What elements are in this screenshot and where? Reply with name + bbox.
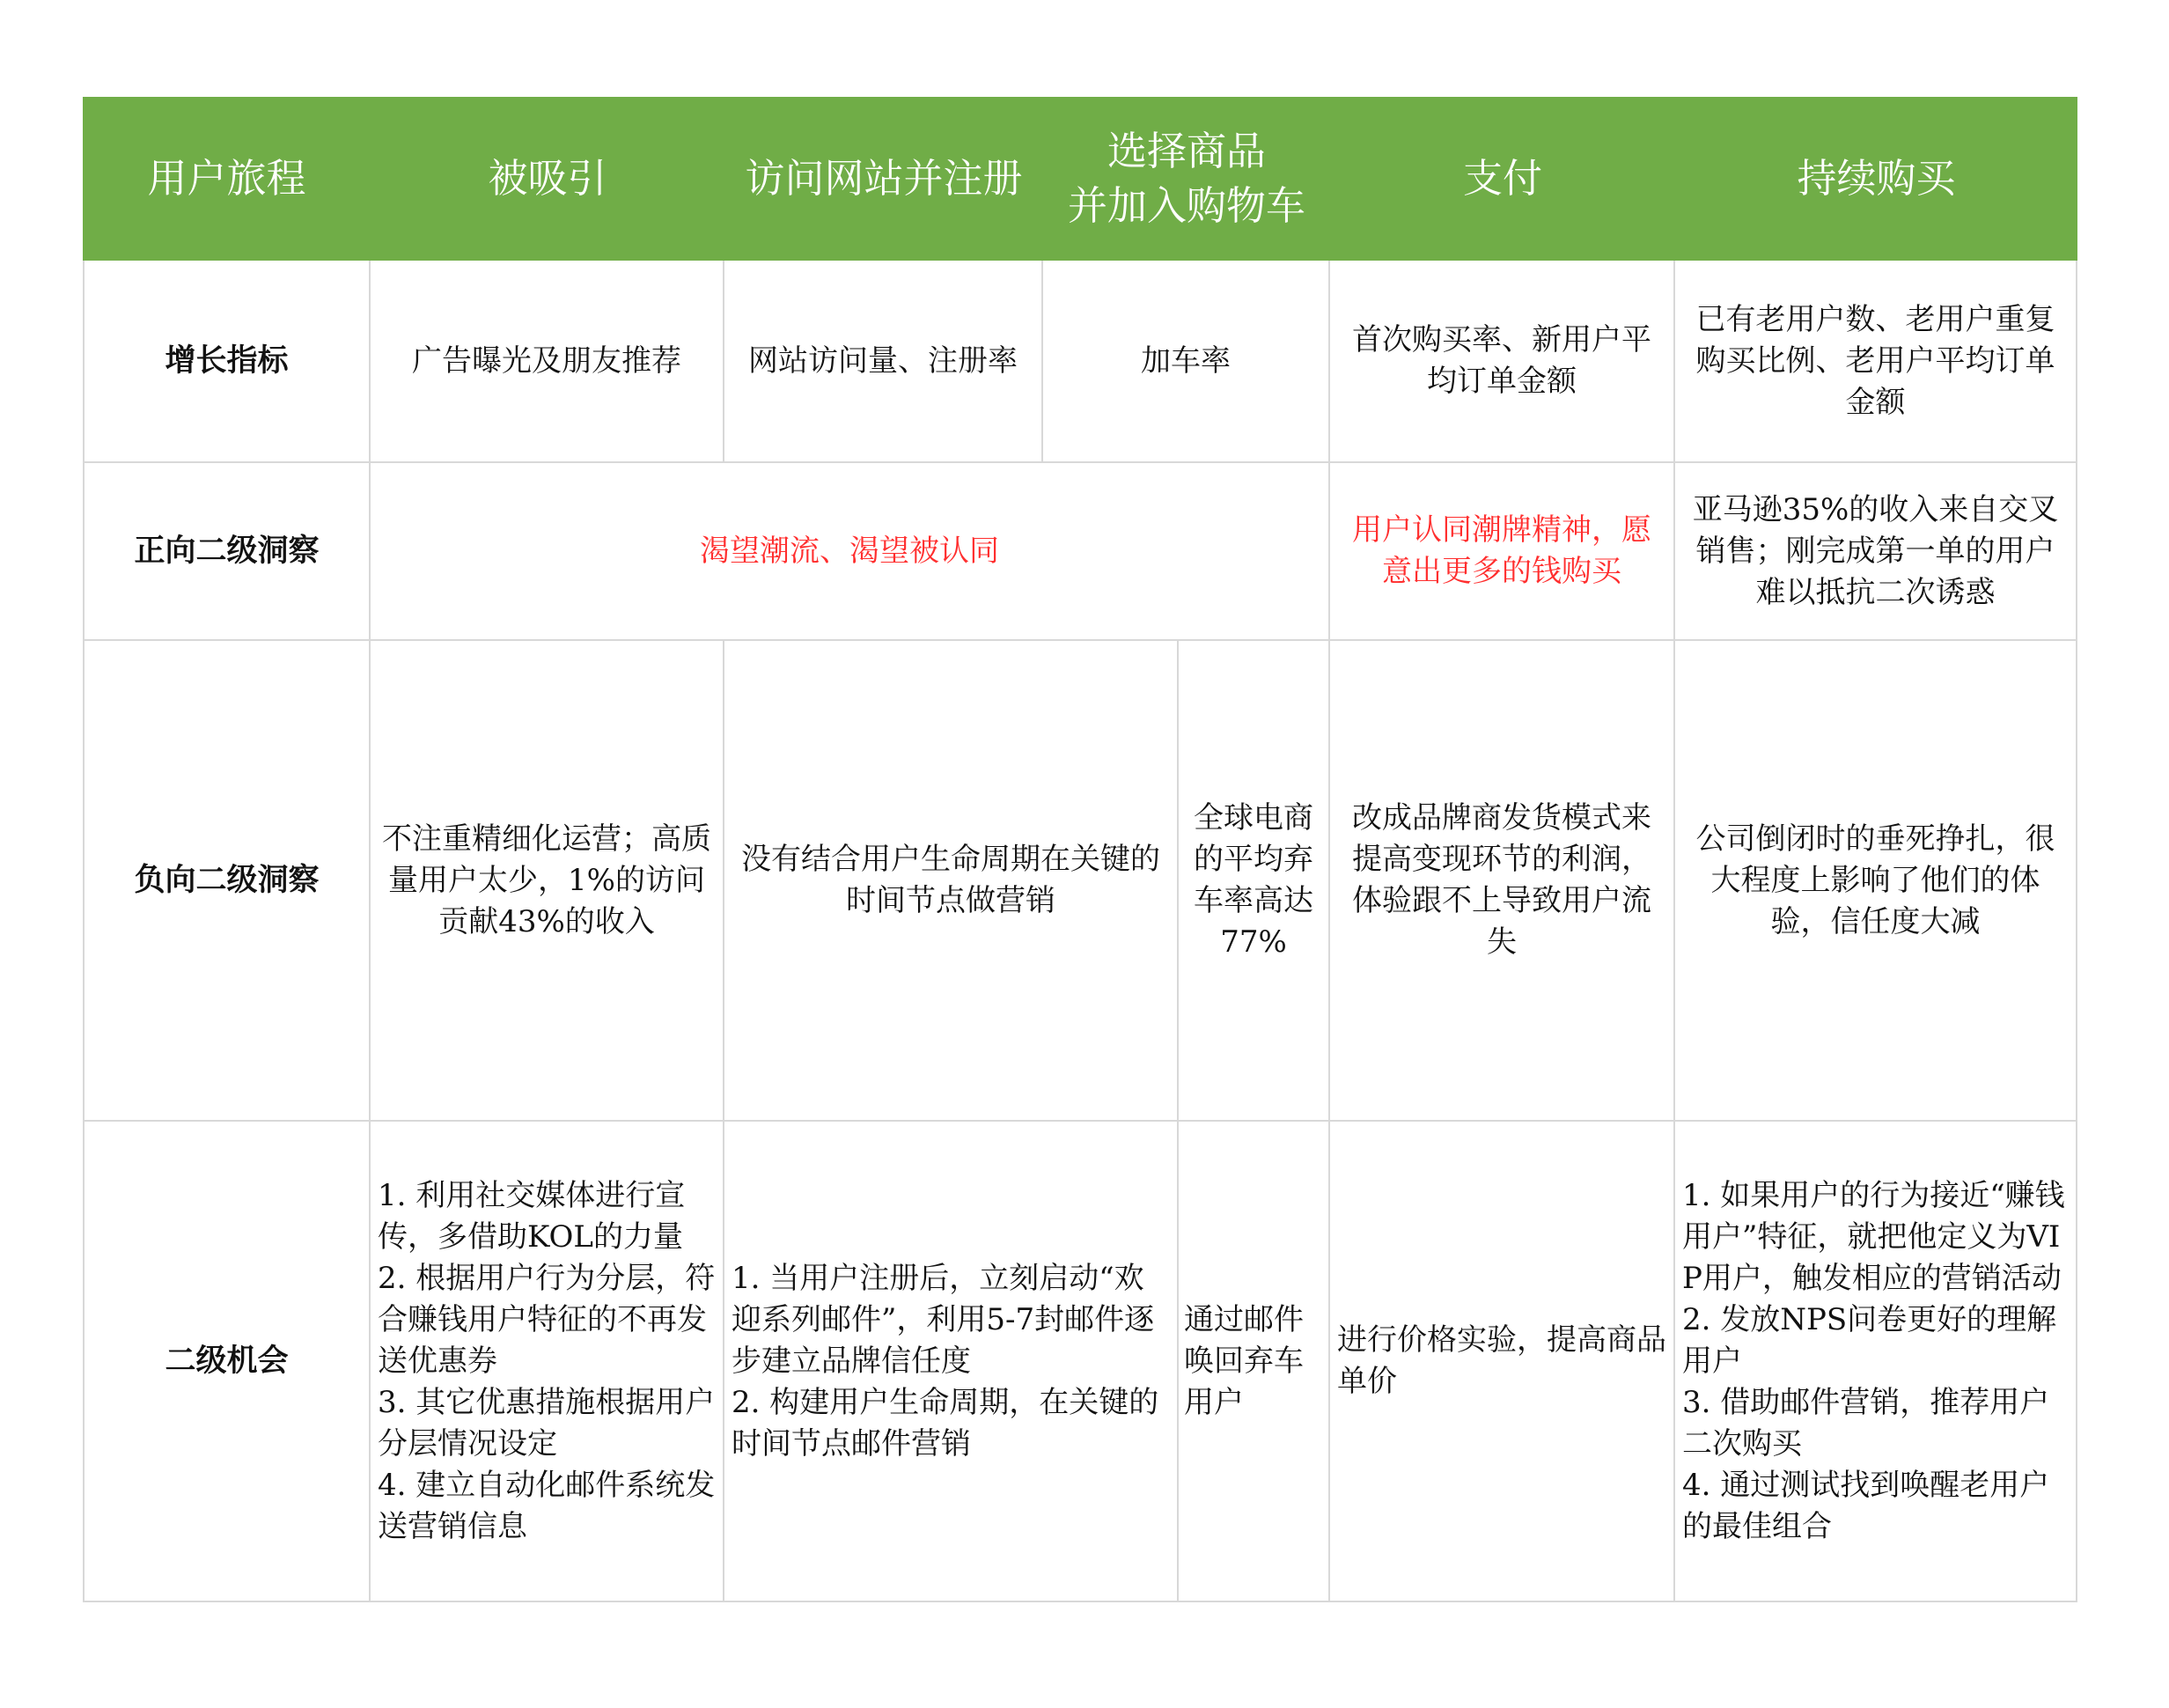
header-attracted bbox=[371, 97, 724, 261]
negative-label: 负向二级洞察 bbox=[134, 862, 320, 898]
list-item: 2. 根据用户行为分层，符合赚钱用户特征的不再发送优惠券 bbox=[378, 1260, 716, 1379]
header-select-cart-line2: 并加入购物车 bbox=[1067, 182, 1305, 229]
header-journey-text: 用户旅程 bbox=[147, 155, 306, 202]
growth-visit-register-cell bbox=[724, 261, 1043, 463]
negative-attracted-cell bbox=[371, 641, 724, 1122]
growth-pay: 首次购买率、新用户平均订单金额 bbox=[1352, 322, 1651, 399]
negative-lifecycle-cell bbox=[724, 641, 1179, 1122]
growth-attracted: 广告曝光及朋友推荐 bbox=[412, 342, 681, 379]
row-label-growth bbox=[83, 261, 371, 463]
positive-repeat-cell bbox=[1675, 463, 2077, 641]
growth-repeat-cell bbox=[1675, 261, 2077, 463]
header-visit-register bbox=[724, 97, 1043, 261]
growth-select-cart: 加车率 bbox=[1141, 342, 1231, 379]
negative-cart-cell bbox=[1179, 641, 1330, 1122]
negative-pay: 改成品牌商发货模式来提高变现环节的利润，体验跟不上导致用户流失 bbox=[1352, 800, 1651, 960]
opportunity-label: 二级机会 bbox=[165, 1343, 289, 1379]
list-item: 1. 如果用户的行为接近“赚钱用户”特征，就把他定义为VIP用户，触发相应的营销活动 bbox=[1682, 1177, 2065, 1296]
growth-visit-register: 网站访问量、注册率 bbox=[748, 342, 1018, 379]
list-item: 3. 借助邮件营销，推荐用户二次购买 bbox=[1682, 1384, 2050, 1461]
positive-pay-cell bbox=[1330, 463, 1675, 641]
opportunity-lifecycle-cell bbox=[724, 1122, 1179, 1602]
positive-repeat: 亚马逊35%的收入来自交叉销售；刚完成第一单的用户难以抵抗二次诱惑 bbox=[1692, 491, 2059, 610]
opportunity-attracted-list bbox=[378, 1175, 716, 1548]
header-pay bbox=[1330, 97, 1675, 261]
header-attracted-text: 被吸引 bbox=[488, 155, 607, 202]
list-item: 4. 建立自动化邮件系统发送营销信息 bbox=[378, 1467, 716, 1544]
header-select-cart-text bbox=[1068, 124, 1305, 233]
opportunity-lifecycle-list bbox=[732, 1258, 1170, 1465]
opportunity-pay-cell bbox=[1330, 1122, 1675, 1602]
header-select-cart-line1: 选择商品 bbox=[1107, 128, 1266, 174]
header-repeat bbox=[1675, 97, 2077, 261]
growth-select-cart-cell bbox=[1043, 261, 1330, 463]
negative-pay-cell bbox=[1330, 641, 1675, 1122]
negative-cart: 全球电商的平均弃车率高达77% bbox=[1194, 800, 1313, 960]
opportunity-repeat-list bbox=[1682, 1175, 2069, 1548]
list-item: 1. 当用户注册后，立刻启动“欢迎系列邮件”，利用5-7封邮件逐步建立品牌信任度 bbox=[732, 1260, 1155, 1379]
row-label-opportunity bbox=[83, 1122, 371, 1602]
header-select-cart bbox=[1043, 97, 1330, 261]
positive-label: 正向二级洞察 bbox=[134, 533, 320, 569]
negative-lifecycle: 没有结合用户生命周期在关键的时间节点做营销 bbox=[741, 842, 1160, 918]
growth-pay-cell bbox=[1330, 261, 1675, 463]
list-item: 2. 发放NPS问卷更好的理解用户 bbox=[1682, 1301, 2057, 1379]
opportunity-cart-cell bbox=[1179, 1122, 1330, 1602]
opportunity-pay: 进行价格实验，提高商品单价 bbox=[1337, 1322, 1666, 1399]
opportunity-cart: 通过邮件唤回弃车用户 bbox=[1184, 1301, 1304, 1420]
negative-attracted: 不注重精细化运营；高质量用户太少，1%的访问贡献43%的收入 bbox=[382, 821, 711, 939]
growth-repeat: 已有老用户数、老用户重复购买比例、老用户平均订单金额 bbox=[1695, 301, 2055, 420]
header-pay-text: 支付 bbox=[1462, 155, 1542, 202]
list-item: 1. 利用社交媒体进行宣传，多借助KOL的力量 bbox=[378, 1177, 686, 1255]
list-item: 2. 构建用户生命周期，在关键的时间节点邮件营销 bbox=[732, 1384, 1159, 1461]
header-repeat-text: 持续购买 bbox=[1797, 155, 1956, 202]
growth-label: 增长指标 bbox=[165, 342, 289, 379]
positive-pay: 用户认同潮牌精神，愿意出更多的钱购买 bbox=[1352, 512, 1651, 589]
list-item: 3. 其它优惠措施根据用户分层情况设定 bbox=[378, 1384, 716, 1461]
negative-repeat-cell bbox=[1675, 641, 2077, 1122]
row-label-negative bbox=[83, 641, 371, 1122]
header-journey bbox=[83, 97, 371, 261]
header-visit-register-text: 访问网站并注册 bbox=[745, 155, 1023, 202]
row-label-positive bbox=[83, 463, 371, 641]
positive-early: 渴望潮流、渴望被认同 bbox=[700, 533, 999, 569]
negative-repeat: 公司倒闭时的垂死挣扎，很大程度上影响了他们的体验，信任度大减 bbox=[1695, 821, 2055, 939]
growth-attracted-cell bbox=[371, 261, 724, 463]
positive-early-cell bbox=[371, 463, 1330, 641]
opportunity-repeat-cell bbox=[1675, 1122, 2077, 1602]
opportunity-attracted-cell bbox=[371, 1122, 724, 1602]
list-item: 4. 通过测试找到唤醒老用户的最佳组合 bbox=[1682, 1467, 2050, 1544]
